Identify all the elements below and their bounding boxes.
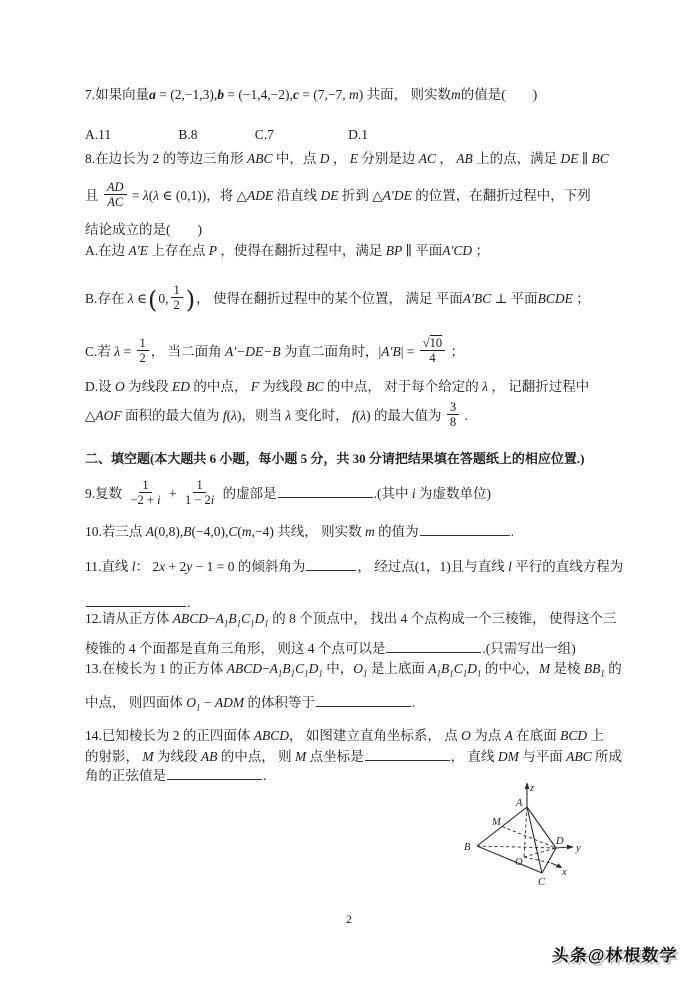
- label-o: O: [515, 857, 523, 868]
- question-13-line-1: 13.在棱长为 1 的正方体 $ABCD-A_1B_1C_1D_1$ 中，$O_1$ 是上底面 $A_1B_1C_1D_1$ 的中心，M 是棱 $BB_1$ 的: [85, 661, 622, 679]
- question-8-line-3: 结论成立的是( ): [85, 222, 202, 237]
- tetrahedron-figure: [452, 778, 608, 900]
- watermark: 头条@林根数学: [551, 946, 679, 965]
- axis-x: [551, 863, 558, 866]
- option-d: D.1: [348, 127, 368, 142]
- question-7-line-1: 7.如果向量a = (2,−1,3),b = (−1,4,−2),c = (7,−7, m) 共面， 则实数m的值是( ): [85, 87, 538, 102]
- question-12-line-1: 12.请从正方体 $ABCD-A_1B_1C_1D_1$ 的 8 个顶点中， 找出 4 个点构成一个三棱锥， 使得这个三: [85, 611, 617, 629]
- question-8-option-d-line-1: D.设 O 为线段 ED 的中点， F 为线段 BC 的中点， 对于每个给定的 λ ， 记翻折过程中: [85, 379, 590, 394]
- question-10: 10.若三点 A(0,8),B(−4,0),C(m,−4) 共线， 则实数 m 的值为 .: [85, 521, 514, 542]
- axis-z-arrow: [525, 782, 530, 789]
- question-9: 9.复数 $\frac{1}{-2 + i}$ + $\frac{1}{1 - 2i}$ 的虚部是 .(其中 i 为虚数单位): [85, 478, 492, 508]
- question-13-line-2: 中点， 则四面体 $O_1$ − ADM 的体积等于 .: [85, 692, 415, 713]
- label-b: B: [464, 842, 471, 853]
- label-a: A: [516, 798, 523, 809]
- question-11-line-1: 11.直线 l： 2x + 2y − 1 = 0 的倾斜角为 ， 经过点(1，1)且与直线 l 平行的直线方程为: [85, 556, 623, 577]
- axis-x-dashed: [524, 857, 551, 863]
- option-b: B.8: [178, 127, 198, 142]
- question-8-option-b: B.存在 λ ∈(0, $\frac{1}{2}$ )， 使得在翻折过程中的某个位置， 满足 平面A′BC ⊥ 平面BCDE ；: [85, 283, 590, 314]
- question-11-line-2: .: [85, 592, 190, 613]
- edge-bc: [477, 846, 542, 873]
- label-x: x: [562, 867, 567, 878]
- question-12-line-2: 棱锥的 4 个面都是直角三角形， 则这 4 个点可以是 .(只需写出一组): [85, 638, 576, 659]
- question-8-line-2: 且 $\frac{AD}{AC}$ = λ(λ ∈ (0,1))，将 △ADE 沿直线 DE 折到 △A′DE 的位置，在翻折过程中，下列: [85, 180, 591, 210]
- question-7-options: [85, 126, 368, 145]
- label-y: y: [576, 843, 581, 854]
- question-8-line-1: 8.在边长为 2 的等边三角形 ABC 中，点 D ， E 分别是边 AC ， AB 上的点，满足 DE ∥ BC: [85, 151, 609, 166]
- edge-bd-dashed: [477, 846, 556, 848]
- label-z: z: [530, 783, 535, 794]
- question-14-line-2: 的射影， M 为线段 AB 的中点， 则 M 点坐标是 ， 直线 DM 与平面 ABC 所成: [85, 746, 622, 767]
- section-2-heading: 二、填空题(本大题共 6 小题，每小题 5 分，共 30 分请把结果填在答题纸上的相应位置.): [85, 451, 585, 466]
- axis-y-arrow: [567, 845, 574, 850]
- option-c: C.7: [254, 127, 274, 142]
- option-a: A.11: [85, 127, 112, 142]
- line-ao-dashed: [524, 807, 527, 857]
- edge-cd: [542, 848, 556, 873]
- question-14-line-3: 角的正弦值是 .: [85, 765, 266, 786]
- question-8-option-d-line-2: △AOF 面积的最大值为 f(λ)，则当 λ 变化时， f(λ) 的最大值为 $\frac{3}{8}$ .: [85, 400, 468, 430]
- question-8-option-c: C.若 λ = $\frac{1}{2}$ ， 当二面角 A′−DE−B 为直二面角时，|A′B| = $\frac{√10}{4}$ ；: [85, 336, 465, 366]
- label-d: D: [556, 836, 564, 847]
- label-m: M: [492, 817, 501, 828]
- question-8-option-a: A.在边 A′E 上存在点 P ，使得在翻折过程中，满足 BP ∥ 平面A′CD ；: [85, 243, 490, 258]
- label-c: C: [538, 877, 546, 888]
- page-number: 2: [346, 912, 352, 926]
- question-14-line-1: 14.已知棱长为 2 的正四面体 ABCD， 如图建立直角坐标系， 点 O 为点 A 在底面 BCD 上: [85, 728, 604, 743]
